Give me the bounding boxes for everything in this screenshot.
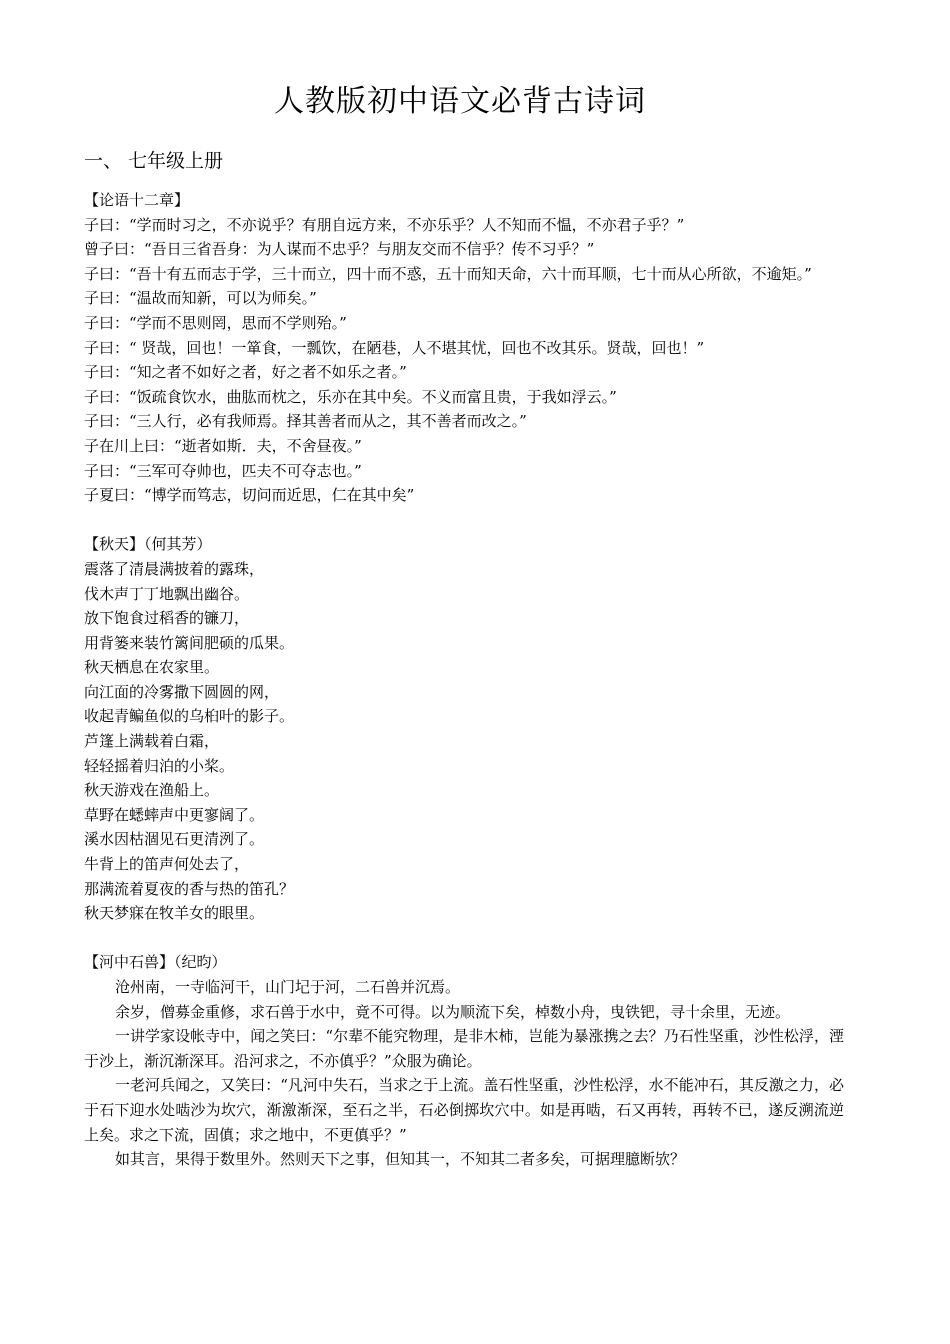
- poem-line: 那满流着夏夜的香与热的笛孔？: [84, 879, 295, 898]
- lunyu-heading: 【论语十二章】: [84, 191, 190, 209]
- document-body: [84, 188, 844, 1172]
- lunyu-line: 子夏曰：“博学而笃志，切问而近思，仁在其中矣”: [84, 486, 415, 505]
- hezhong-heading: 【河中石兽】（纪昀）: [84, 953, 227, 972]
- lunyu-line: 子曰：“三人行，必有我师焉。择其善者而从之，其不善者而改之。”: [84, 412, 527, 431]
- prose-paragraph: 一老河兵闻之，又笑曰：“凡河中失石，当求之于上流。盖石性坚重，沙性松浮，水不能冲石，其反激之力，必于石下迎水处啮沙为坎穴，渐激渐深，至石之半，石必倒掷坎穴中。如是再啮，石又再转，再转不已，遂反溯流逆上矣。求之下流，固傎；求之地中，不更傎乎？”: [84, 1076, 844, 1144]
- lunyu-line: 子曰：“ 贤哉，回也！一箪食，一瓢饮，在陋巷，人不堪其忧，回也不改其乐。贤哉，回也！”: [84, 338, 705, 357]
- lunyu-line: 子曰：“吾十有五而志于学，三十而立，四十而不惑，五十而知天命，六十而耳顺，七十而从心所欲，不逾矩。”: [84, 264, 812, 283]
- section-spacer: [84, 508, 844, 533]
- qiutian-heading: 【秋天】（何其芳）: [84, 535, 212, 554]
- poem-line: 溪水因枯涸见石更清洌了。: [84, 830, 265, 849]
- lunyu-line: 子曰：“学而不思则罔，思而不学则殆。”: [84, 313, 347, 332]
- poem-line: 用背篓来装竹篱间肥硕的瓜果。: [84, 633, 295, 652]
- lunyu-line: 子曰：“三军可夺帅也，匹夫不可夺志也。”: [84, 461, 362, 480]
- section-heading: 一、 七年级上册: [84, 150, 224, 172]
- lunyu-line: 子在川上曰：“逝者如斯．夫，不舍昼夜。”: [84, 436, 362, 455]
- poem-line: 向江面的冷雾撒下圆圆的网，: [84, 682, 280, 701]
- document-title: 人教版初中语文必背古诗词: [274, 84, 646, 119]
- poem-line: 秋天梦寐在牧羊女的眼里。: [84, 904, 265, 923]
- poem-line: 秋天游戏在渔船上。: [84, 781, 220, 800]
- poem-line: 草野在蟋蟀声中更寥阔了。: [84, 805, 265, 824]
- prose-paragraph: 余岁，僧募金重修，求石兽于水中，竟不可得。以为顺流下矣，棹数小舟，曳铁钯，寻十余里，无迹。: [115, 1002, 791, 1021]
- lunyu-section: [84, 188, 844, 508]
- poem-line: 芦篷上满载着白霜，: [84, 732, 220, 751]
- prose-paragraph: 沧州南，一寺临河干，山门圮于河，二石兽并沉焉。: [115, 978, 461, 996]
- lunyu-line: 子曰：“知之者不如好之者，好之者不如乐之者。”: [84, 363, 407, 382]
- poem-line: 牛背上的笛声何处去了，: [84, 855, 250, 874]
- poem-line: 伐木声丁丁地飘出幽谷。: [84, 584, 250, 603]
- lunyu-line: 子曰：“学而时习之，不亦说乎？有朋自远方来，不亦乐乎？人不知而不愠，不亦君子乎？”: [84, 215, 685, 234]
- prose-paragraph: 一讲学家设帐寺中，闻之笑曰：“尔辈不能究物理，是非木柿，岂能为暴涨携之去？乃石性坚重，沙性松浮，湮于沙上，渐沉渐深耳。沿河求之，不亦傎乎？”众服为确论。: [84, 1027, 844, 1070]
- lunyu-line: 曾子曰：“吾日三省吾身：为人谋而不忠乎？与朋友交而不信乎？传不习乎？”: [84, 240, 595, 259]
- lunyu-line: 子曰：“温故而知新，可以为师矣。”: [84, 289, 317, 308]
- poem-line: 放下饱食过稻香的镰刀，: [84, 609, 250, 628]
- qiutian-section: [84, 532, 844, 926]
- poem-line: 轻轻摇着归泊的小桨。: [84, 756, 235, 775]
- lunyu-line: 子曰：“饭疏食饮水，曲肱而枕之，乐亦在其中矣。不义而富且贵，于我如浮云。”: [84, 387, 617, 406]
- prose-paragraph: 如其言，果得于数里外。然则天下之事，但知其一，不知其二者多矣，可据理臆断欤？: [115, 1150, 686, 1169]
- hezhong-section: [84, 950, 844, 1171]
- poem-line: 秋天栖息在农家里。: [84, 658, 220, 677]
- section-spacer: [84, 926, 844, 951]
- poem-line: 收起青鳊鱼似的乌桕叶的影子。: [84, 707, 295, 726]
- poem-line: 震落了清晨满披着的露珠，: [84, 559, 265, 578]
